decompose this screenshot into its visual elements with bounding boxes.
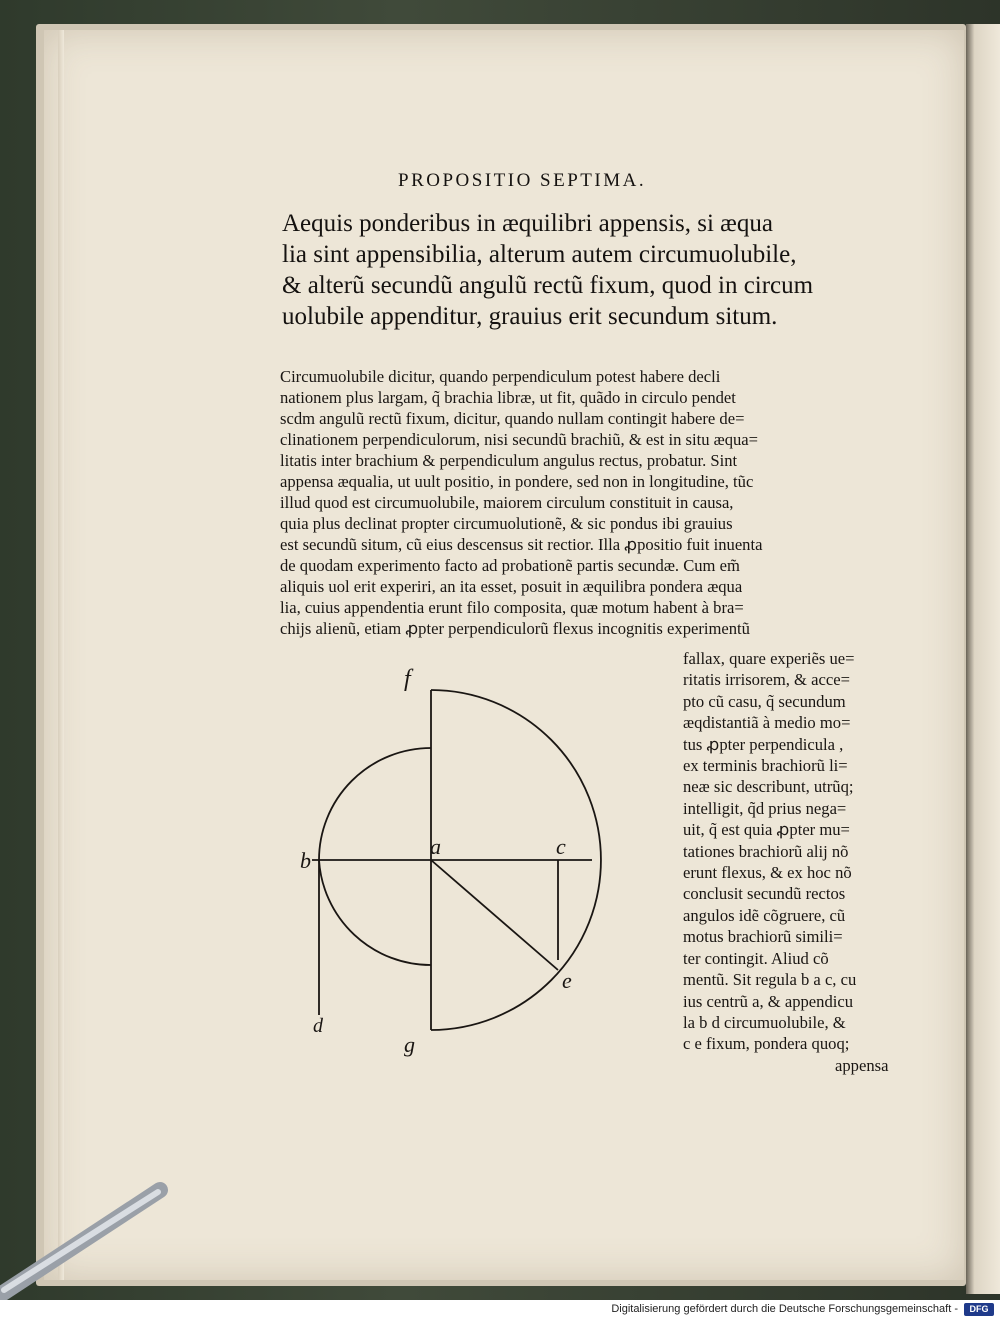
- side-line: tationes brachiorũ alij nõ: [683, 841, 849, 861]
- body-line: illud quod est circumuolubile, maiorem circulum constituit in causa,: [280, 493, 734, 512]
- body-line: Circumuolubile dicitur, quando perpendiculum potest habere decli: [280, 367, 721, 386]
- commentary-beside-figure: [683, 648, 913, 1076]
- statement-line: lia sint appensibilia, alterum autem circumuolubile,: [282, 241, 797, 268]
- statement-line: & alterũ secundũ angulũ rectũ fixum, quod in circum: [282, 272, 814, 299]
- side-line: fallax, quare experiẽs ue=: [683, 649, 855, 668]
- small-arc-upper: [319, 748, 431, 860]
- facing-page-edge: [966, 24, 1000, 1294]
- side-line: pto cũ casu, q̃ secundum: [683, 691, 846, 711]
- small-arc-lower: [319, 860, 431, 965]
- pen-tip-overlay: [0, 1180, 180, 1300]
- side-line: uit, q̃ est quia ꝓpter mu=: [683, 820, 850, 840]
- side-line: la b d circumuolubile, &: [683, 1012, 846, 1032]
- side-line: neæ sic describunt, utrũq;: [683, 777, 854, 797]
- label-b: b: [300, 848, 311, 873]
- body-line: litatis inter brachium & perpendiculum angulus rectus, probatur. Sint: [280, 451, 738, 470]
- body-line: est secundũ situm, cũ eius descensus sit rectior. Illa ꝓpositio fuit inuenta: [280, 535, 763, 554]
- proposition-statement: [282, 208, 912, 332]
- body-line: appensa æqualia, ut uult positio, in pondere, sed non in longitudine, tũc: [280, 472, 754, 491]
- side-line: motus brachiorũ simili=: [683, 927, 843, 947]
- page-gutter-edge: [58, 30, 64, 1280]
- body-line: de quodam experimento facto ad probationẽ partis secundæ. Cum em̃: [280, 556, 740, 575]
- label-g: g: [404, 1032, 415, 1057]
- side-line: conclusit secundũ rectos: [683, 884, 846, 904]
- body-line: scdm angulũ rectũ fixum, dicitur, quando nullam contingit habere de=: [280, 409, 745, 428]
- label-c: c: [556, 834, 566, 859]
- body-line: quia plus declinat propter circumuolutionẽ, & sic pondus ibi grauius: [280, 514, 733, 533]
- side-line: appensa: [835, 1055, 889, 1075]
- side-line: tus ꝓpter perpendicula ,: [683, 734, 844, 754]
- label-d: d: [313, 1015, 323, 1037]
- side-line: ex terminis brachiorũ li=: [683, 756, 848, 776]
- proposition-heading: PROPOSITIO SEPTIMA.: [398, 170, 647, 191]
- label-a: a: [430, 834, 441, 859]
- dfg-logo: DFG: [964, 1303, 994, 1316]
- side-line: ritatis irrisorem, & acce=: [683, 670, 850, 690]
- body-line: clinationem perpendiculorum, nisi secundũ brachiũ, & est in situ æqua=: [280, 430, 759, 449]
- body-line: chijs alienũ, etiam ꝓpter perpendiculorũ flexus incognitis experimentũ: [280, 619, 750, 638]
- statement-line: Aequis ponderibus in æquilibri appensis, si æqua: [282, 210, 773, 237]
- side-line: æqdistantiã à medio mo=: [683, 713, 851, 733]
- body-line: aliquis uol erit experiri, an ita esset, posuit in æquilibra pondera æqua: [280, 577, 743, 596]
- side-line: angulos idẽ cõgruere, cũ: [683, 905, 846, 925]
- statement-line: uolubile appenditur, grauius erit secundum situm.: [282, 303, 778, 330]
- geometric-figure: [280, 660, 610, 1060]
- commentary-full-width: [280, 366, 912, 639]
- body-line: lia, cuius appendentia erunt filo composita, quæ motum habent à bra=: [280, 598, 744, 617]
- side-line: ius centrũ a, & appendicu: [683, 991, 854, 1011]
- side-line: mentũ. Sit regula b a c, cu: [683, 970, 857, 990]
- digitization-footer: [0, 1300, 1000, 1320]
- label-f: f: [404, 666, 411, 692]
- side-line: erunt flexus, & ex hoc nõ: [683, 863, 852, 883]
- line-a-e: [431, 860, 558, 970]
- body-line: nationem plus largam, q̃ brachia libræ, ut fit, quãdo in circulo pendet: [280, 388, 736, 407]
- side-line: intelligit, q̃d prius nega=: [683, 798, 847, 818]
- side-line: c e fixum, pondera quoq;: [683, 1034, 850, 1054]
- funding-credit: Digitalisierung gefördert durch die Deutsche Forschungsgemeinschaft -: [611, 1303, 958, 1315]
- label-e: e: [562, 968, 572, 993]
- side-line: ter contingit. Aliud cõ: [683, 948, 829, 968]
